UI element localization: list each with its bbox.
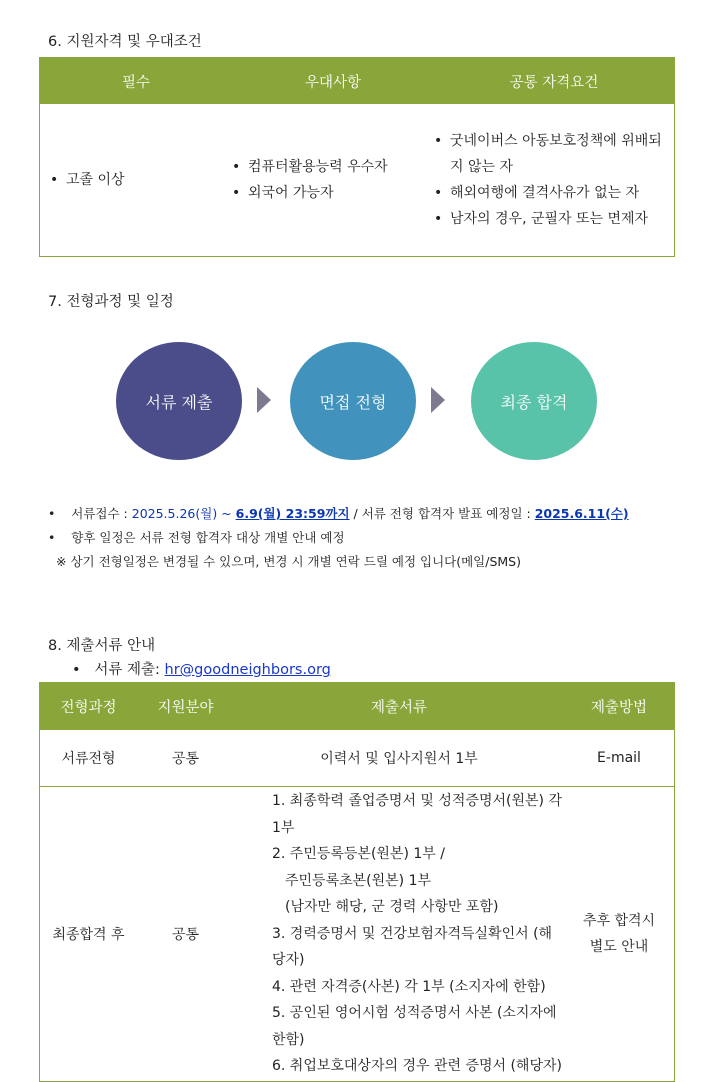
note-change: ※ 상기 전형일정은 변경될 수 있으며, 변경 시 개별 연락 드릴 예정 입니다(메일/SMS) — [56, 554, 521, 569]
arrow-right-icon — [431, 387, 445, 413]
qualification-table — [39, 57, 675, 257]
step-document-submission: 서류 제출 — [116, 342, 242, 460]
schedule-notes — [48, 502, 629, 574]
note-followup: 향후 일정은 서류 전형 합격자 대상 개별 안내 예정 — [71, 530, 345, 545]
preferred-item: • 외국어 가능자 — [232, 180, 424, 206]
section7-title: 7. 전형과정 및 일정 — [48, 294, 174, 310]
note-line-followup: • 향후 일정은 서류 전형 합격자 대상 개별 안내 예정 — [48, 530, 345, 545]
common-item: • 해외여행에 결격사유가 없는 자 — [434, 180, 664, 206]
doc-item: 6. 취업보호대상자의 경우 관련 증명서 (해당자) — [272, 1058, 562, 1074]
doc-item: 주민등록초본(원본) 1부 — [285, 872, 431, 889]
note-mid: / 서류 전형 합격자 발표 예정일 : — [349, 506, 535, 521]
method-line: 추후 합격시 — [582, 912, 656, 929]
stage-cell: 최종합격 후 — [40, 787, 138, 1082]
note-line-schedule: • 서류접수 : 2025.5.26(월) ~ 6.9(월) 23:59까지 / 서류 전형 합격자 발표 예정일 : 2025.6.11(수) — [48, 506, 629, 521]
field-cell: 공통 — [137, 730, 234, 787]
doc-item: 4. 관련 자격증(사본) 각 1부 (소지자에 한함) — [272, 978, 546, 995]
common-item: • 굿네이버스 아동보호정책에 위배되지 않는 자 — [434, 128, 664, 180]
common-item: • 남자의 경우, 군필자 또는 면제자 — [434, 206, 664, 232]
step-final-pass: 최종 합격 — [471, 342, 597, 460]
header-field: 지원분야 — [137, 683, 234, 730]
submit-line: • 서류 제출: hr@goodneighbors.org — [72, 662, 331, 678]
common-cell — [434, 104, 675, 257]
method-line: 별도 안내 — [589, 938, 649, 955]
required-item: • 고졸 이상 — [50, 167, 222, 193]
documents-table — [39, 682, 675, 1082]
stage-cell: 서류전형 — [40, 730, 138, 787]
header-required: 필수 — [40, 58, 233, 105]
arrow-right-icon — [257, 387, 271, 413]
field-cell: 공통 — [137, 787, 234, 1082]
doc-item: 3. 경력증명서 및 건강보험자격득실확인서 (해당자) — [272, 925, 553, 968]
method-cell — [564, 787, 675, 1082]
header-method: 제출방법 — [564, 683, 675, 730]
preferred-item: • 컴퓨터활용능력 우수자 — [232, 154, 424, 180]
header-preferred: 우대사항 — [232, 58, 434, 105]
header-docs: 제출서류 — [234, 683, 564, 730]
note-announce-date: 2025.6.11(수) — [534, 506, 629, 521]
section6-title: 6. 지원자격 및 우대조건 — [48, 34, 202, 50]
header-common: 공통 자격요건 — [434, 58, 675, 105]
note-deadline: 6.9(월) 23:59까지 — [235, 506, 350, 521]
section8-title: 8. 제출서류 안내 — [48, 638, 156, 654]
note-prefix: 서류접수 : — [71, 506, 132, 521]
docs-cell: 이력서 및 입사지원서 1부 — [234, 730, 564, 787]
note-start-date: 2025.5.26(월) ~ — [131, 506, 236, 521]
doc-item: 2. 주민등록등본(원본) 1부 / — [272, 846, 445, 862]
step-interview: 면접 전형 — [290, 342, 416, 460]
doc-item: 5. 공인된 영어시험 성적증명서 사본 (소지자에 한함) — [272, 1005, 557, 1048]
preferred-cell — [232, 104, 434, 257]
submit-label: 서류 제출: — [94, 662, 165, 678]
method-cell: E-mail — [564, 730, 675, 787]
table-row — [40, 730, 675, 787]
docs-cell — [234, 787, 564, 1082]
doc-item: (남자만 해당, 군 경력 사항만 포함) — [285, 899, 499, 915]
header-stage: 전형과정 — [40, 683, 138, 730]
doc-item: 1. 최종학력 졸업증명서 및 성적증명서(원본) 각 1부 — [272, 793, 562, 836]
required-cell — [40, 104, 233, 257]
table-row — [40, 787, 675, 1082]
email-link[interactable]: hr@goodneighbors.org — [164, 662, 331, 678]
